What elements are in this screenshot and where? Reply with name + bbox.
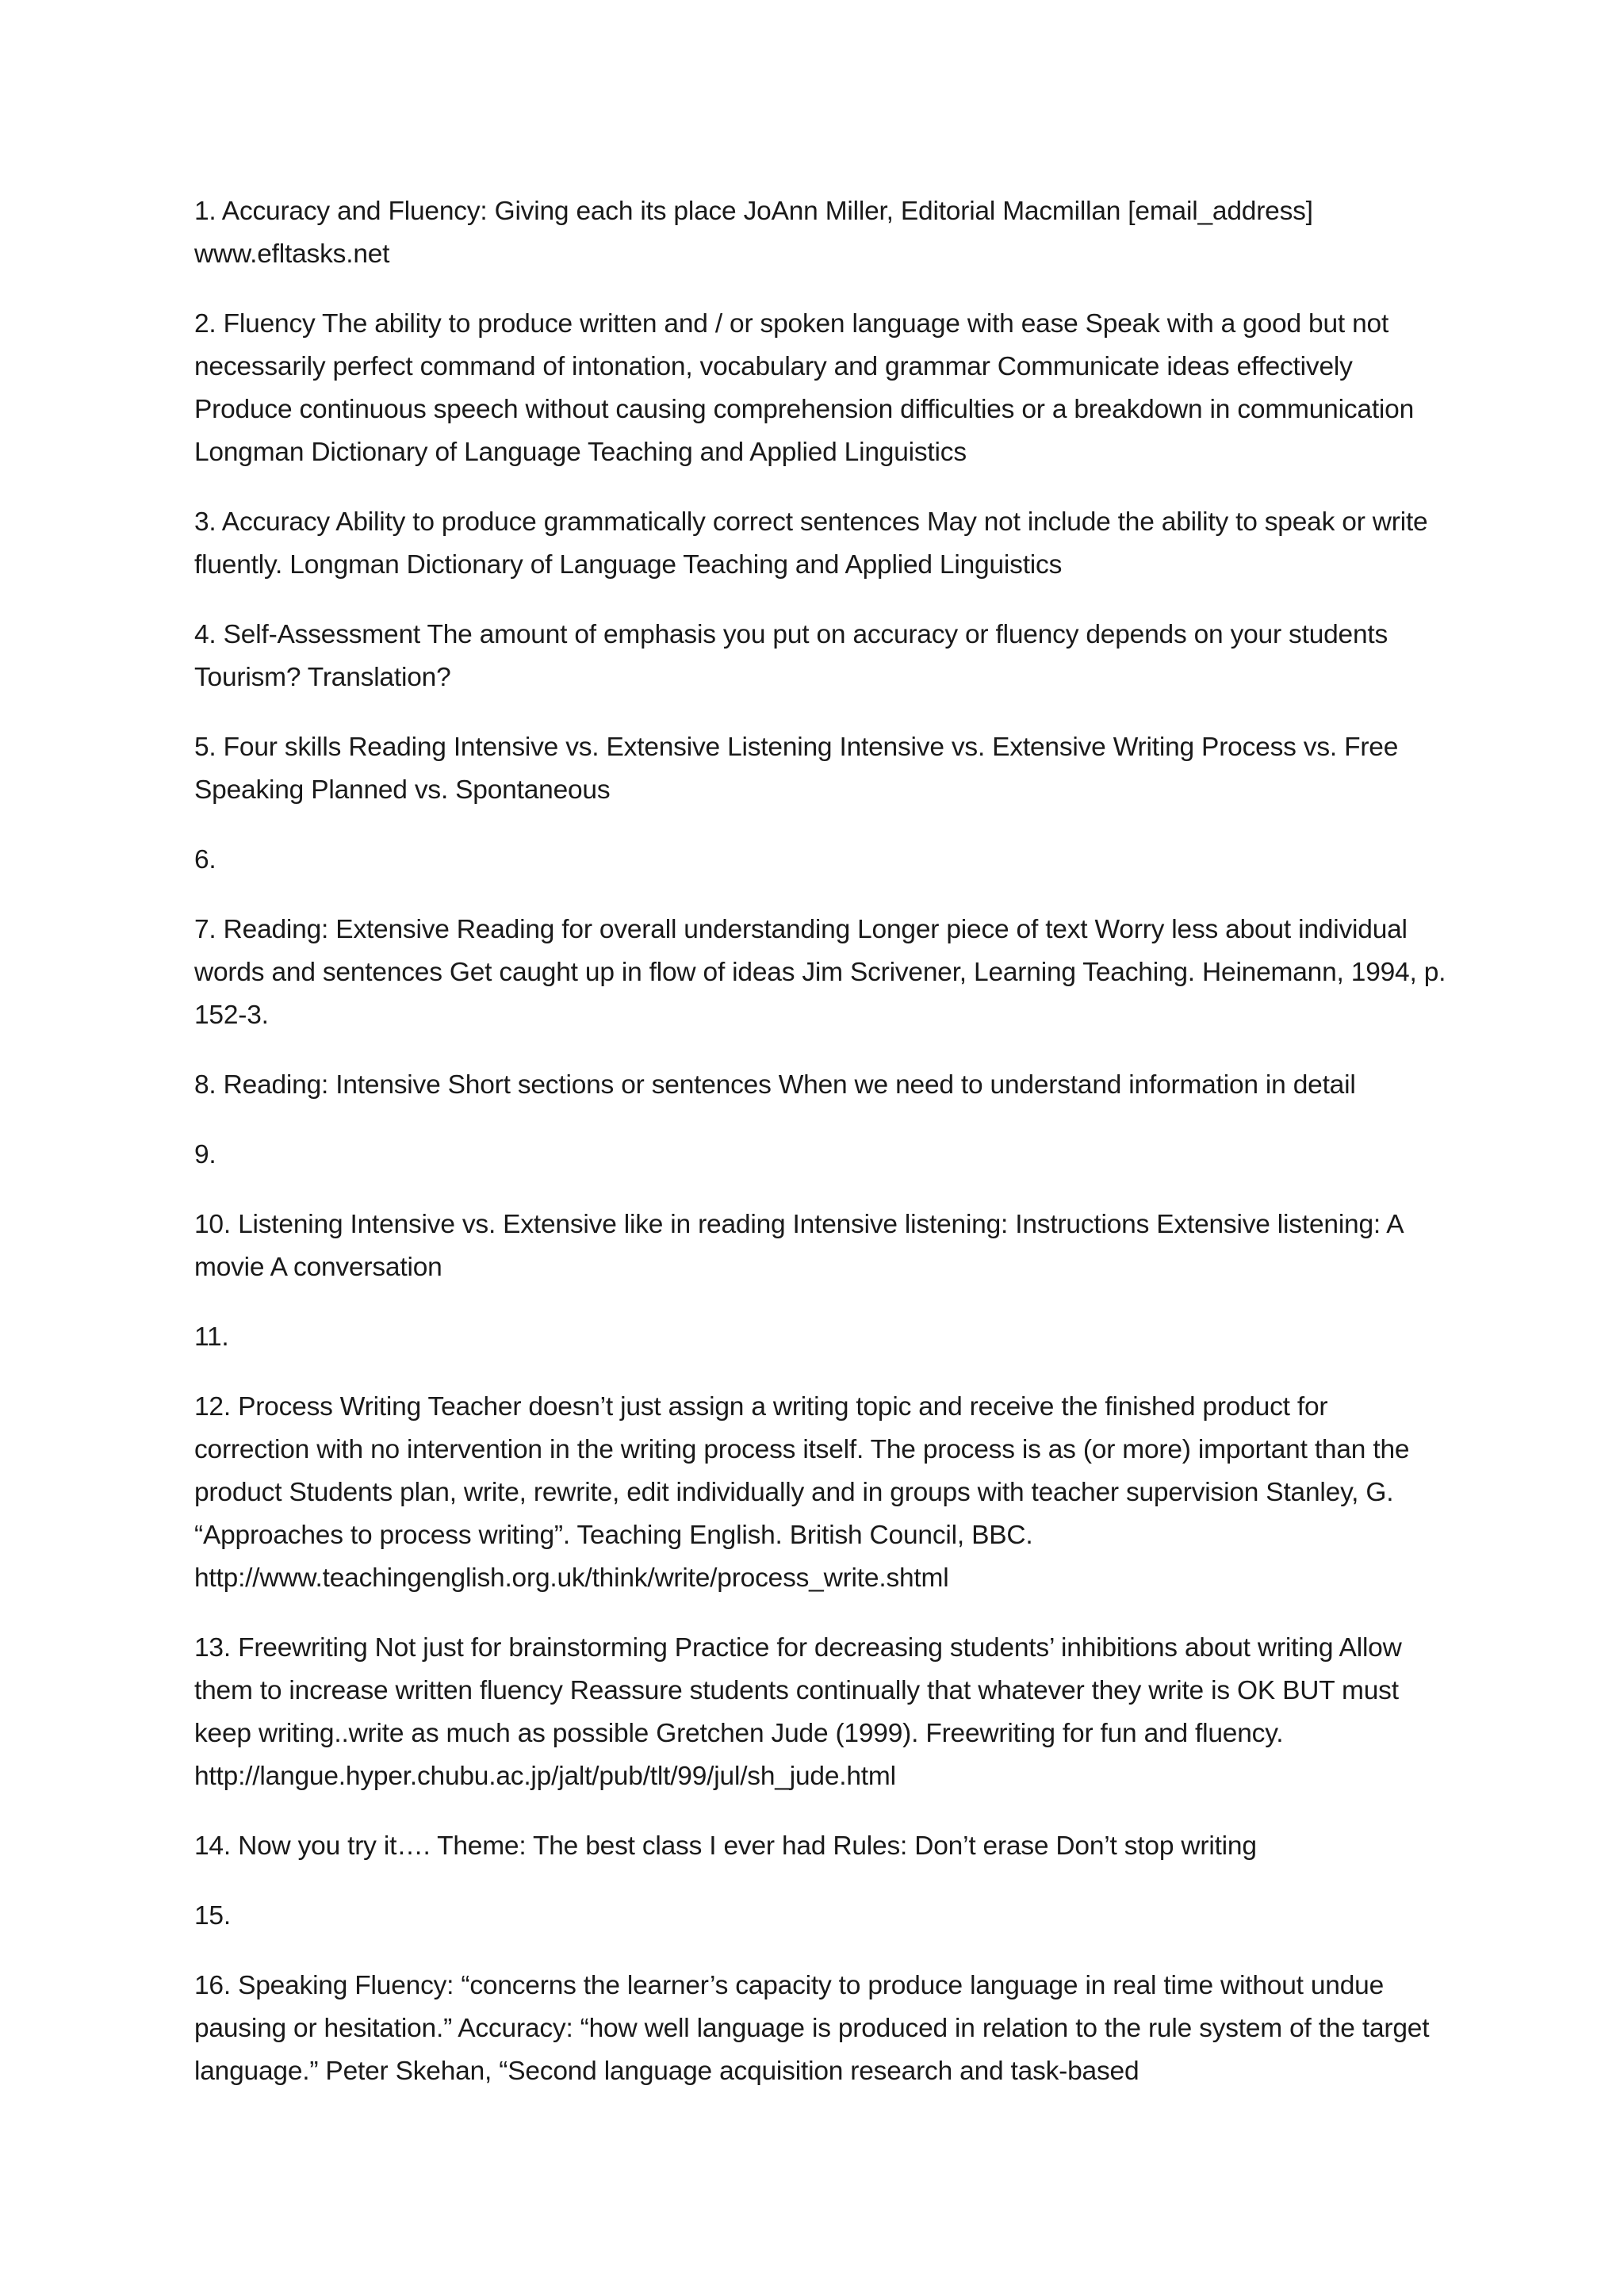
paragraph-1: 1. Accuracy and Fluency: Giving each its place JoAnn Miller, Editorial Macmillan [email_address] www.efltasks.net	[194, 197, 1313, 269]
paragraph-3: 3. Accuracy Ability to produce grammatically correct sentences May not include the ability to speak or write fluently. Longman Dictionary of Language Teaching and Applied Linguistics	[194, 507, 1428, 580]
paragraph-4: 4. Self-Assessment The amount of emphasis you put on accuracy or fluency depends on your students Tourism? Translation?	[194, 620, 1388, 692]
paragraph-10: 10. Listening Intensive vs. Extensive like in reading Intensive listening: Instructions Extensive listening: A movie A conversation	[194, 1210, 1403, 1282]
paragraph-2: 2. Fluency The ability to produce written and / or spoken language with ease Speak with a good but not necessarily perfect command of intonation, vocabulary and grammar Communicate ideas effectively Produce continuous speech without causing comprehension difficulties or a breakdown in communication Longman Dictionary of Language Teaching and Applied Linguistics	[194, 309, 1415, 467]
paragraph-7: 7. Reading: Extensive Reading for overall understanding Longer piece of text Worry less about individual words and sentences Get caught up in flow of ideas Jim Scrivener, Learning Teaching. Heinemann, 1994, p. 152-3.	[194, 915, 1446, 1030]
paragraph-11: 11.	[194, 1322, 229, 1352]
paragraph-8: 8. Reading: Intensive Short sections or sentences When we need to understand information in detail	[194, 1070, 1356, 1100]
document-page	[194, 190, 1447, 2120]
paragraph-5: 5. Four skills Reading Intensive vs. Extensive Listening Intensive vs. Extensive Writing Process vs. Free Speaking Planned vs. Spontaneous	[194, 733, 1399, 805]
paragraph-6: 6.	[194, 845, 216, 874]
paragraph-9: 9.	[194, 1140, 216, 1169]
paragraph-13: 13. Freewriting Not just for brainstorming Practice for decreasing students’ inhibitions about writing Allow them to increase written fluency Reassure students continually that whatever they write is OK BUT must keep writing..write as much as possible Gretchen Jude (1999). Freewriting for fun and fluency. http://langue.hyper.chubu.ac.jp/jalt/pub/tlt/99/jul/sh_jude.html	[194, 1633, 1402, 1791]
paragraph-12: 12. Process Writing Teacher doesn’t just assign a writing topic and receive the finished product for correction with no intervention in the writing process itself. The process is as (or more) important than the product Students plan, write, rewrite, edit individually and in groups with teacher supervision Stanley, G. “Approaches to process writing”. Teaching English. British Council, BBC. http://www.teachingenglish.org.uk/think/write/process_write.shtml	[194, 1392, 1410, 1593]
paragraph-16: 16. Speaking Fluency: “concerns the learner’s capacity to produce language in real time without undue pausing or hesitation.” Accuracy: “how well language is produced in relation to the rule system of the target language.” Peter Skehan, “Second language acquisition research and task-based	[194, 1971, 1430, 2086]
paragraph-14: 14. Now you try it…. Theme: The best class I ever had Rules: Don’t erase Don’t stop writing	[194, 1831, 1257, 1861]
paragraph-15: 15.	[194, 1901, 231, 1931]
